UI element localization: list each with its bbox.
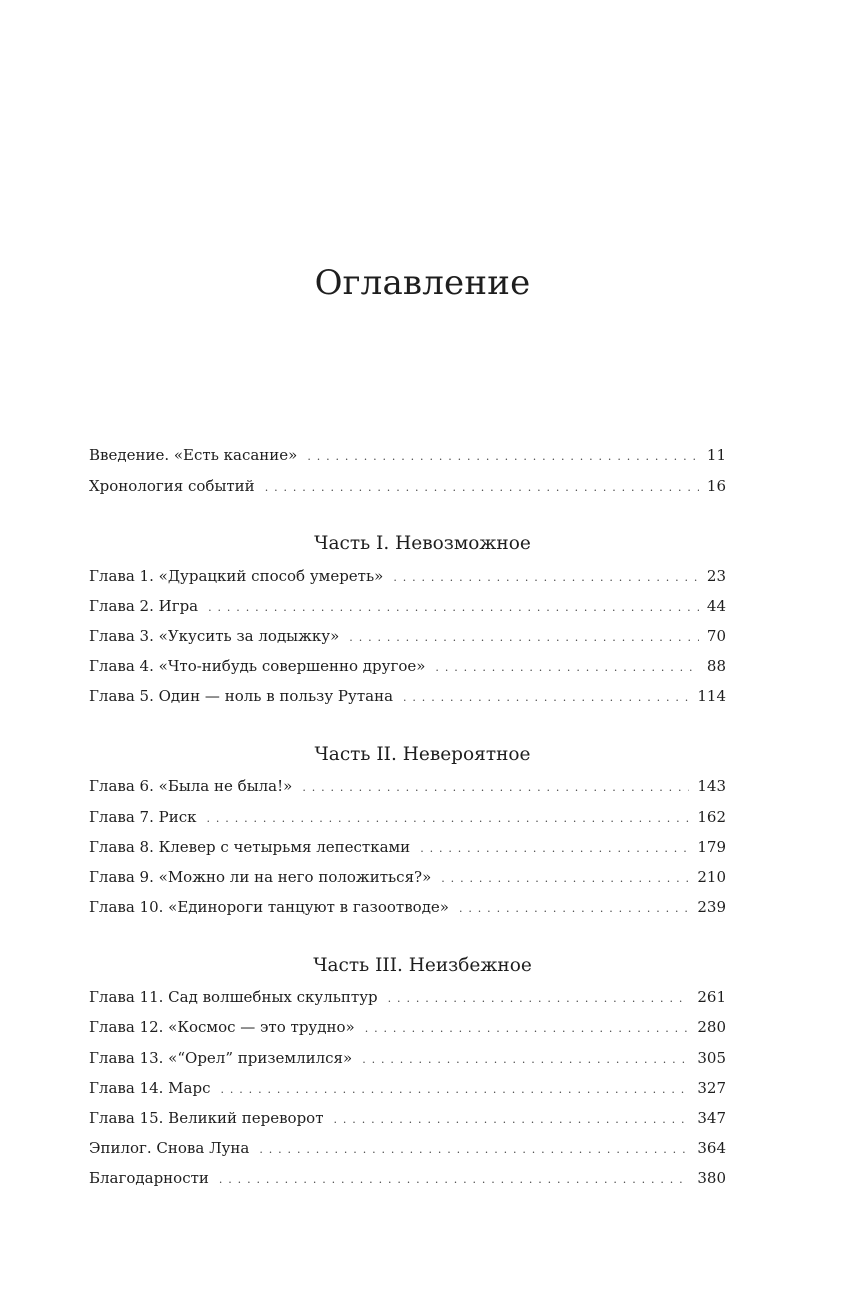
dot-leader [265,477,699,499]
page-number: 11 [706,446,726,464]
dot-leader [388,988,690,1010]
entry-title: Эпилог. Снова Луна [89,1139,250,1157]
toc-entry-epilogue[interactable] [89,1137,726,1159]
dot-leader [207,808,690,830]
dot-leader [349,627,699,649]
entry-title: Глава 12. «Космос — это трудно» [89,1018,355,1036]
entry-title: Глава 7. Риск [89,808,197,826]
entry-title: Глава 13. «“Орел” приземлился» [89,1049,353,1067]
toc-entry[interactable] [89,685,726,707]
toc-entry[interactable] [89,986,726,1008]
entry-title: Глава 11. Сад волшебных скульптур [89,988,378,1006]
toc-entry[interactable] [89,625,726,647]
part-heading-2: Часть II. Невероятное [314,744,531,765]
toc-entry[interactable] [89,836,726,858]
dot-leader [435,657,698,679]
toc-entry-chronology[interactable] [89,475,726,497]
page-number: 88 [706,657,726,675]
toc-entry[interactable] [89,896,726,918]
entry-title: Глава 3. «Укусить за лодыжку» [89,627,340,645]
page-title: Оглавление [314,263,531,303]
part-heading-1: Часть I. Невозможное [314,533,531,554]
toc-entry[interactable] [89,1077,726,1099]
dot-leader [208,597,699,619]
dot-leader [259,1139,689,1161]
page-number: 239 [697,898,726,916]
dot-leader [362,1049,689,1071]
entry-title: Глава 2. Игра [89,597,199,615]
toc-entry[interactable] [89,595,726,617]
entry-title: Глава 1. «Дурацкий способ умереть» [89,567,384,585]
page-number: 114 [697,687,726,705]
toc-entry[interactable] [89,1107,726,1129]
entry-title: Введение. «Есть касание» [89,446,298,464]
page-number: 347 [697,1109,726,1127]
page-number: 305 [697,1049,726,1067]
dot-leader [393,567,699,589]
toc-entry[interactable] [89,655,726,677]
toc-entry[interactable] [89,866,726,888]
toc-entry[interactable] [89,806,726,828]
toc-entry[interactable] [89,775,726,797]
page-number: 16 [706,477,726,495]
entry-title: Глава 5. Один — ноль в пользу Рутана [89,687,394,705]
page-number: 162 [697,808,726,826]
entry-title: Хронология событий [89,477,255,495]
page-number: 23 [706,567,726,585]
entry-title: Благодарности [89,1169,209,1187]
dot-leader [221,1079,690,1101]
page-number: 179 [697,838,726,856]
toc-entry[interactable] [89,1016,726,1038]
dot-leader [459,898,689,920]
dot-leader [307,446,699,468]
dot-leader [302,777,689,799]
toc-entry-introduction[interactable] [89,444,726,466]
page-number: 280 [697,1018,726,1036]
entry-title: Глава 4. «Что-нибудь совершенно другое» [89,657,426,675]
toc-entry[interactable] [89,1047,726,1069]
toc-entry[interactable] [89,565,726,587]
dot-leader [441,868,689,890]
entry-title: Глава 9. «Можно ли на него положиться?» [89,868,432,886]
toc-entry-acknowledgements[interactable] [89,1167,726,1189]
page-number: 210 [697,868,726,886]
page-number: 261 [697,988,726,1006]
entry-title: Глава 15. Великий переворот [89,1109,324,1127]
page-number: 70 [706,627,726,645]
dot-leader [403,687,689,709]
entry-title: Глава 14. Марс [89,1079,211,1097]
page-number: 364 [697,1139,726,1157]
dot-leader [219,1169,689,1191]
dot-leader [334,1109,690,1131]
page-number: 44 [706,597,726,615]
entry-title: Глава 8. Клевер с четырьмя лепестками [89,838,411,856]
dot-leader [365,1018,690,1040]
page-number: 143 [697,777,726,795]
entry-title: Глава 10. «Единороги танцуют в газоотводе» [89,898,449,916]
dot-leader [420,838,689,860]
page-number: 327 [697,1079,726,1097]
part-heading-3: Часть III. Неизбежное [313,955,532,976]
entry-title: Глава 6. «Была не была!» [89,777,293,795]
page-number: 380 [697,1169,726,1187]
